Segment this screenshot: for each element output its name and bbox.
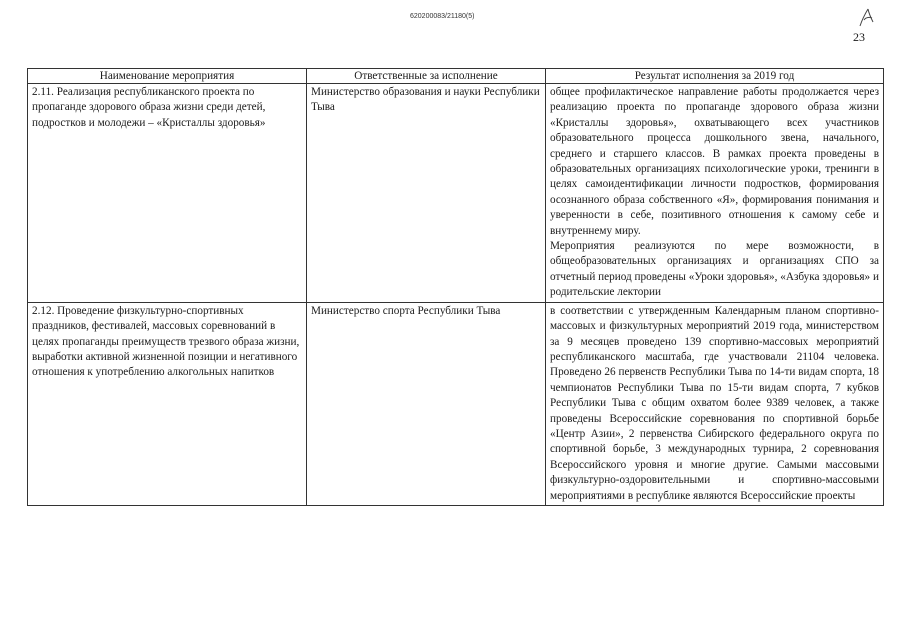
measure-name-cell: 2.11. Реализация республиканского проекта по пропаганде здорового образа жизни среди детей, подростков и молодежи – «Кристаллы здоровья» xyxy=(28,84,307,303)
result-paragraph: в соответствии с утвержденным Календарным планом спортивно-массовых и физкультурных мероприятий 2019 года, министерством за 9 месяцев проведено 139 спортивно-массовых мероприятий республиканского масштаба, где участвовали 21104 человека. Проведено 26 первенств Республики Тыва по 14-ти видам спорта, 18 чемпионатов Республики Тыва по 15-ти видам спорта, 7 кубков Республики Тыва с общим охватом более 9389 человек, а также проведены Всероссийские соревнования по спортивной борьбе «Центр Азии», 2 первенства Сибирского федерального округа по спортивной борьбе, 3 международных турнира, 2 соревнования Всероссийского уровня и многие другие. Самыми массовыми физкультурно-оздоровительными и спортивно-массовыми мероприятиями в республике являются Всероссийские проекты xyxy=(550,304,879,502)
table-row xyxy=(28,84,884,303)
document-id: 620200083/21180(5) xyxy=(410,13,475,20)
handwritten-initials-icon xyxy=(856,6,876,28)
result-cell xyxy=(546,84,884,303)
table-header-row xyxy=(28,69,884,84)
responsible-cell: Министерство спорта Республики Тыва xyxy=(307,302,546,505)
column-header-name: Наименование мероприятия xyxy=(28,69,307,84)
page-number: 23 xyxy=(853,30,865,44)
result-cell xyxy=(546,302,884,505)
measure-name-cell: 2.12. Проведение физкультурно-спортивных праздников, фестивалей, массовых соревнований в целях пропаганды преимуществ трезвого образа жизни, выработки активной жизненной позиции и негативного отношения к употреблению алкогольных напитков xyxy=(28,302,307,505)
responsible-cell: Министерство образования и науки Республики Тыва xyxy=(307,84,546,303)
column-header-result: Результат исполнения за 2019 год xyxy=(546,69,884,84)
table-row xyxy=(28,302,884,505)
measures-table xyxy=(27,68,884,506)
column-header-responsible: Ответственные за исполнение xyxy=(307,69,546,84)
result-paragraph: общее профилактическое направление работы продолжается через реализацию проекта по пропаганде здорового образа жизни «Кристаллы здоровья», охватывающего всех участников образовательного процесса дошкольного звена, начального, среднего и старшего классов. В рамках проекта проведены в образовательных организациях психологические уроки, тренинги в целях самоидентификации личности подростков, формирования осознанного образа собственного «Я», формирования понимания и уверенности в себе, позитивного отношения к самому себе и внутреннему миру. xyxy=(550,86,879,237)
result-paragraph: Мероприятия реализуются по мере возможности, в общеобразовательных организациях и организациях СПО за отчетный период проведены «Уроки здоровья», «Азбука здоровья» и родительские лектории xyxy=(550,240,879,299)
